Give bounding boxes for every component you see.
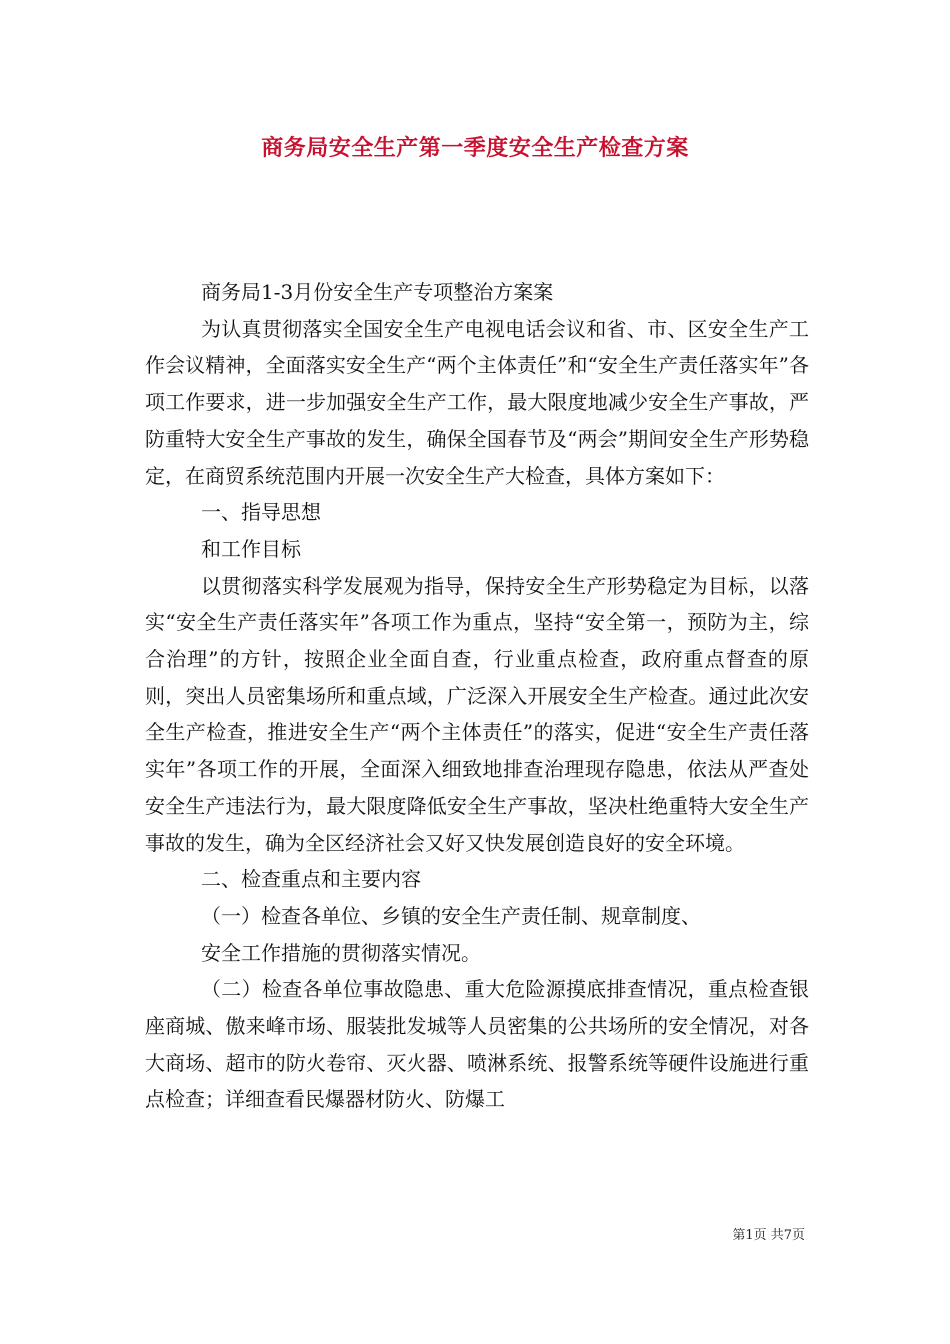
- document-body: [145, 274, 809, 1118]
- paragraph-item-1-cont: 安全工作措施的贯彻落实情况。: [201, 940, 481, 965]
- heading-work-goals: 和工作目标: [201, 536, 301, 561]
- paragraph-subtitle: 商务局1-3月份安全生产专项整治方案案: [201, 280, 554, 304]
- paragraph-goals: 以贯彻落实科学发展观为指导，保持安全生产形势稳定为目标，以落实“安全生产责任落实年”各项工作为重点，坚持“安全第一，预防为主，综合治理”的方针，按照企业全面自查，行业重点检查，政府重点督查的原则，突出人员密集场所和重点域，广泛深入开展安全生产检查。通过此次安全生产检查，推进安全生产“两个主体责任”的落实，促进“安全生产责任落实年”各项工作的开展，全面深入细致地排查治理现存隐患，依法从严查处安全生产违法行为，最大限度降低安全生产事故，坚决杜绝重特大安全生产事故的发生，确为全区经济社会又好又快发展创造良好的安全环境。: [145, 573, 809, 855]
- paragraph-intro: 为认真贯彻落实全国安全生产电视电话会议和省、市、区安全生产工作会议精神，全面落实安全生产“两个主体责任”和“安全生产责任落实年”各项工作要求，进一步加强安全生产工作，最大限度地减少安全生产事故，严防重特大安全生产事故的发生，确保全国春节及“两会”期间安全生产形势稳定，在商贸系统范围内开展一次安全生产大检查，具体方案如下：: [145, 316, 809, 488]
- page-number-footer: 第1页 共7页: [732, 1228, 805, 1243]
- heading-guiding-ideology: 一、指导思想: [201, 500, 321, 525]
- document-title: 商务局安全生产第一季度安全生产检查方案: [261, 135, 689, 161]
- paragraph-item-1: （一）检查各单位、乡镇的安全生产责任制、规章制度、: [201, 903, 701, 928]
- heading-inspection-focus: 二、检查重点和主要内容: [201, 867, 421, 892]
- paragraph-item-2: （二）检查各单位事故隐患、重大危险源摸底排查情况，重点检查银座商城、傲来峰市场、服装批发城等人员密集的公共场所的安全情况，对各大商场、超市的防火卷帘、灭火器、喷淋系统、报警系统等硬件设施进行重点检查；详细查看民爆器材防火、防爆工: [145, 977, 809, 1112]
